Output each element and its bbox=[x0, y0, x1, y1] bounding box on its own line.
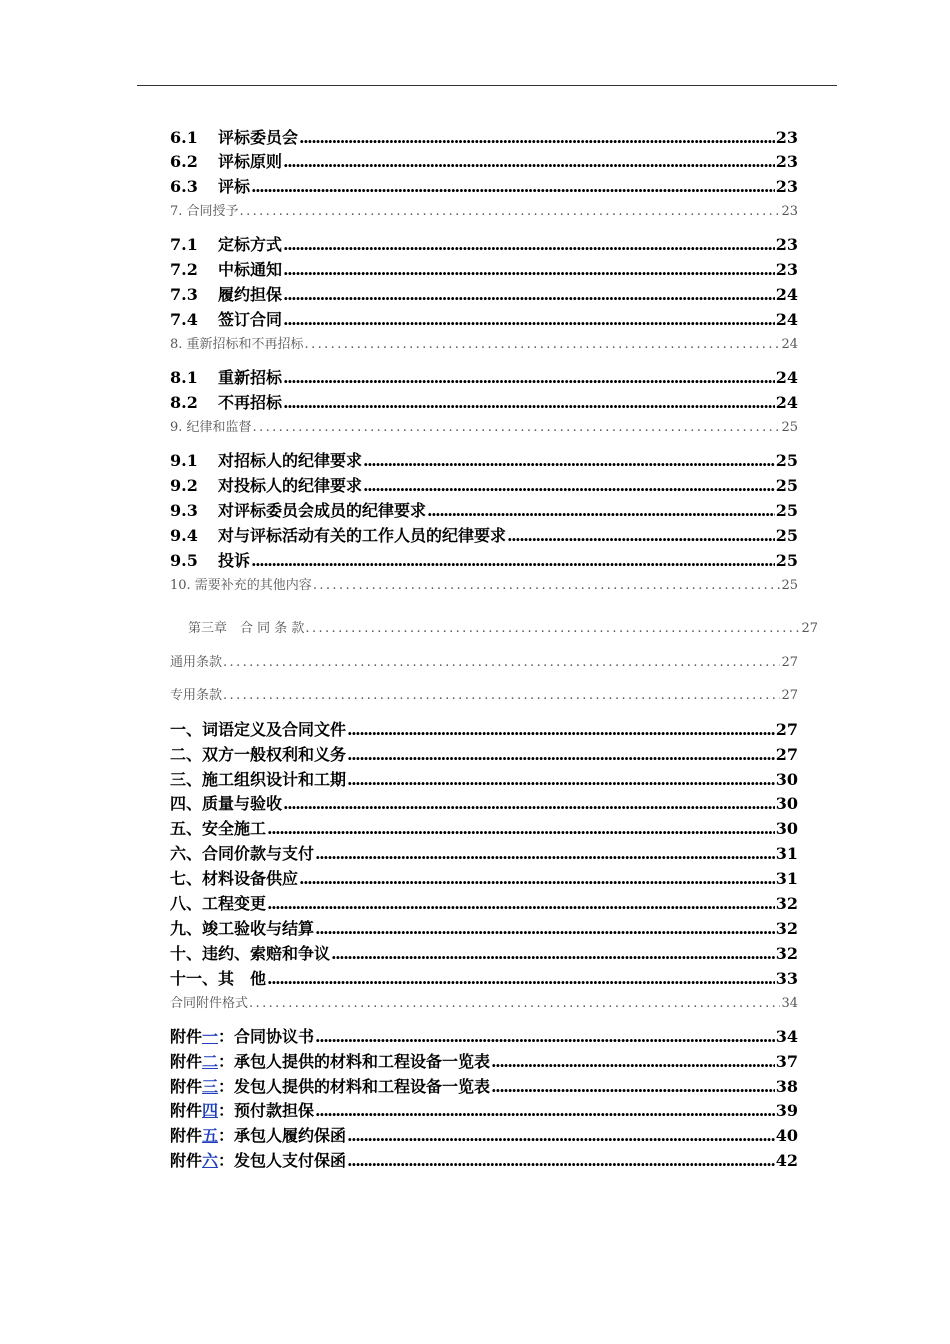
toc-entry-title bbox=[170, 150, 282, 174]
toc-entry[interactable] bbox=[170, 449, 798, 473]
toc-page-number: 37 bbox=[775, 1052, 798, 1071]
toc-entry-text: 五、安全施工 bbox=[170, 819, 267, 838]
toc-entry-text: 专用条款 bbox=[170, 688, 223, 703]
dot-leader bbox=[251, 175, 775, 199]
dot-leader bbox=[283, 233, 775, 257]
toc-entry[interactable] bbox=[170, 867, 798, 891]
dot-leader bbox=[267, 817, 775, 841]
toc-page-number: 27 bbox=[781, 688, 798, 703]
appendix-prefix: 附件 bbox=[170, 1101, 203, 1120]
toc-entry-title bbox=[170, 418, 252, 438]
toc-entry-title bbox=[170, 718, 346, 742]
appendix-number-link[interactable]: 四 bbox=[202, 1101, 219, 1120]
dot-leader bbox=[283, 366, 775, 390]
toc-entry-number: 6.3 bbox=[170, 177, 198, 196]
toc-entry[interactable] bbox=[170, 258, 798, 282]
toc-entry[interactable] bbox=[170, 892, 798, 916]
toc-entry-number: 7.1 bbox=[170, 235, 198, 254]
toc-page-number: 33 bbox=[775, 969, 798, 988]
dot-leader bbox=[315, 842, 775, 866]
dot-leader bbox=[305, 335, 781, 355]
toc-entry-text: 七、材料设备供应 bbox=[170, 869, 299, 888]
toc-entry[interactable] bbox=[170, 653, 798, 673]
toc-entry-text: 十、违约、索赔和争议 bbox=[170, 944, 331, 963]
toc-entry-text: 通用条款 bbox=[170, 655, 223, 670]
toc-entry[interactable] bbox=[170, 474, 798, 498]
toc-entry-title bbox=[170, 474, 362, 498]
appendix-prefix: 附件 bbox=[170, 1027, 203, 1046]
toc-entry-title bbox=[188, 619, 304, 639]
toc-entry-title bbox=[170, 686, 222, 706]
toc-entry[interactable] bbox=[170, 1124, 798, 1148]
toc-entry-title bbox=[170, 1050, 490, 1074]
toc-entry-text: ：承包人提供的材料和工程设备一览表 bbox=[218, 1052, 491, 1071]
toc-entry[interactable] bbox=[170, 1099, 798, 1123]
toc-entry[interactable] bbox=[170, 233, 798, 257]
toc-entry[interactable] bbox=[170, 175, 798, 199]
toc-entry[interactable] bbox=[170, 202, 798, 222]
toc-entry-text: 二、双方一般权利和义务 bbox=[170, 745, 347, 764]
toc-entry-text: 履约担保 bbox=[218, 285, 283, 304]
toc-entry-title bbox=[170, 391, 282, 415]
toc-page-number: 27 bbox=[801, 621, 818, 636]
dot-leader bbox=[223, 686, 780, 706]
toc-entry-text: 评标 bbox=[218, 177, 251, 196]
dot-leader bbox=[283, 792, 775, 816]
toc-entry-title bbox=[170, 308, 282, 332]
toc-page-number: 23 bbox=[775, 235, 798, 254]
toc-entry-title bbox=[170, 1099, 314, 1123]
toc-entry-title bbox=[170, 653, 222, 673]
toc-entry-text: 对招标人的纪律要求 bbox=[218, 451, 363, 470]
toc-entry-text: 对与评标活动有关的工作人员的纪律要求 bbox=[218, 526, 507, 545]
toc-entry-number: 9.3 bbox=[170, 501, 198, 520]
toc-entry-title bbox=[170, 892, 266, 916]
toc-page-number: 23 bbox=[781, 204, 798, 219]
toc-entry-number: 8.1 bbox=[170, 368, 198, 387]
dot-leader bbox=[251, 549, 775, 573]
toc-page-number: 27 bbox=[775, 720, 798, 739]
toc-page-number: 27 bbox=[775, 745, 798, 764]
toc-entry-number: 6.1 bbox=[170, 128, 198, 147]
dot-leader bbox=[313, 576, 781, 596]
toc-entry[interactable] bbox=[170, 917, 798, 941]
toc-entry[interactable] bbox=[170, 524, 798, 548]
dot-leader bbox=[283, 391, 775, 415]
toc-page-number: 25 bbox=[781, 420, 798, 435]
toc-page-number: 24 bbox=[775, 368, 798, 387]
toc-page-number: 40 bbox=[775, 1126, 798, 1145]
dot-leader bbox=[347, 1149, 775, 1173]
dot-leader bbox=[507, 524, 775, 548]
appendix-prefix: 附件 bbox=[170, 1126, 203, 1145]
dot-leader bbox=[283, 258, 775, 282]
toc-entry-text: 十一、其 他 bbox=[170, 969, 267, 988]
toc-entry-title bbox=[170, 792, 282, 816]
toc-entry-title bbox=[170, 175, 250, 199]
toc-entry-title bbox=[170, 449, 362, 473]
toc-entry[interactable] bbox=[170, 308, 798, 332]
appendix-prefix: 附件 bbox=[170, 1151, 203, 1170]
toc-entry[interactable] bbox=[170, 768, 798, 792]
toc-entry-text: ：合同协议书 bbox=[218, 1027, 315, 1046]
toc-entry-text: 不再招标 bbox=[218, 393, 283, 412]
toc-page-number: 32 bbox=[775, 894, 798, 913]
toc-page-number: 23 bbox=[775, 177, 798, 196]
toc-page-number: 23 bbox=[775, 128, 798, 147]
toc-entry-text: ：发包人支付保函 bbox=[218, 1151, 347, 1170]
toc-page-number: 27 bbox=[781, 655, 798, 670]
dot-leader bbox=[299, 867, 775, 891]
toc-page-number: 25 bbox=[775, 551, 798, 570]
toc-entry[interactable] bbox=[170, 1075, 798, 1099]
dot-leader bbox=[267, 967, 775, 991]
dot-leader bbox=[283, 308, 775, 332]
toc-entry-number: 9.4 bbox=[170, 526, 198, 545]
toc-entry[interactable] bbox=[170, 1025, 798, 1049]
toc-entry-title bbox=[170, 126, 298, 150]
toc-entry-title bbox=[170, 967, 266, 991]
toc-entry-title bbox=[170, 202, 239, 222]
toc-entry-title bbox=[170, 576, 312, 596]
toc-page-number: 25 bbox=[775, 451, 798, 470]
toc-entry-text: 对评标委员会成员的纪律要求 bbox=[218, 501, 427, 520]
toc-entry[interactable] bbox=[170, 842, 798, 866]
toc-entry-text: 合同附件格式 bbox=[170, 996, 249, 1011]
toc-page-number: 24 bbox=[775, 393, 798, 412]
dot-leader bbox=[347, 718, 775, 742]
dot-leader bbox=[299, 126, 775, 150]
appendix-number-link[interactable]: 五 bbox=[202, 1126, 219, 1145]
toc-entry-text: 中标通知 bbox=[218, 260, 283, 279]
toc-entry-title bbox=[170, 1075, 490, 1099]
toc-page-number: 30 bbox=[775, 794, 798, 813]
dot-leader bbox=[315, 1025, 775, 1049]
toc-entry-title bbox=[170, 335, 304, 355]
appendix-number-link[interactable]: 一 bbox=[202, 1027, 219, 1046]
toc-entry[interactable] bbox=[170, 126, 798, 150]
toc-entry[interactable] bbox=[170, 1149, 798, 1173]
toc-entry[interactable] bbox=[170, 549, 798, 573]
toc-entry-title bbox=[170, 366, 282, 390]
dot-leader bbox=[267, 892, 775, 916]
toc-entry-text: 7. 合同授予 bbox=[170, 204, 239, 219]
toc-entry-number: 6.2 bbox=[170, 152, 198, 171]
toc-entry-title bbox=[170, 817, 266, 841]
toc-page-number: 30 bbox=[775, 770, 798, 789]
toc-entry-text: 三、施工组织设计和工期 bbox=[170, 770, 347, 789]
toc-entry-title bbox=[170, 917, 314, 941]
toc-entry-title bbox=[170, 549, 250, 573]
toc-entry[interactable] bbox=[170, 335, 798, 355]
dot-leader bbox=[347, 768, 775, 792]
toc-page-number: 30 bbox=[775, 819, 798, 838]
toc-entry[interactable] bbox=[170, 283, 798, 307]
toc-entry-number: 7.4 bbox=[170, 310, 198, 329]
toc-entry-title bbox=[170, 743, 346, 767]
dot-leader bbox=[240, 202, 781, 222]
toc-entry-number: 7.2 bbox=[170, 260, 198, 279]
toc-entry-number: 9.1 bbox=[170, 451, 198, 470]
toc-entry[interactable] bbox=[170, 686, 798, 706]
toc-entry[interactable] bbox=[170, 418, 798, 438]
toc-entry-text: 10. 需要补充的其他内容 bbox=[170, 578, 312, 593]
toc-entry-text: 评标委员会 bbox=[218, 128, 299, 147]
dot-leader bbox=[347, 743, 775, 767]
toc-entry[interactable] bbox=[170, 1050, 798, 1074]
toc-entry[interactable] bbox=[170, 150, 798, 174]
toc-entry-text: ：发包人提供的材料和工程设备一览表 bbox=[218, 1077, 491, 1096]
dot-leader bbox=[331, 942, 775, 966]
toc-entry-text: 第三章 合 同 条 款 bbox=[188, 621, 305, 636]
toc-entry[interactable] bbox=[170, 817, 798, 841]
appendix-number-link[interactable]: 六 bbox=[202, 1151, 219, 1170]
dot-leader bbox=[363, 449, 775, 473]
dot-leader bbox=[315, 917, 775, 941]
toc-entry-title bbox=[170, 867, 298, 891]
toc-entry-text: 投诉 bbox=[218, 551, 251, 570]
toc-entry[interactable] bbox=[170, 792, 798, 816]
toc-entry[interactable] bbox=[170, 391, 798, 415]
toc-entry-title bbox=[170, 233, 282, 257]
toc-entry-text: ：承包人履约保函 bbox=[218, 1126, 347, 1145]
toc-entry[interactable] bbox=[170, 967, 798, 991]
toc-page-number: 25 bbox=[775, 476, 798, 495]
dot-leader bbox=[363, 474, 775, 498]
toc-page-number: 24 bbox=[781, 337, 798, 352]
toc-entry-title bbox=[170, 994, 248, 1014]
toc-entry-number: 8.2 bbox=[170, 393, 198, 412]
toc-page-number: 38 bbox=[775, 1077, 798, 1096]
toc-entry-text: 六、合同价款与支付 bbox=[170, 844, 315, 863]
toc-entry-text: 八、工程变更 bbox=[170, 894, 267, 913]
toc-entry-text: 评标原则 bbox=[218, 152, 283, 171]
toc-entry-text: 签订合同 bbox=[218, 310, 283, 329]
toc-entry-number: 7.3 bbox=[170, 285, 198, 304]
toc-entry-title bbox=[170, 499, 426, 523]
appendix-number-link[interactable]: 二 bbox=[202, 1052, 219, 1071]
toc-page-number: 25 bbox=[775, 501, 798, 520]
dot-leader bbox=[253, 418, 781, 438]
toc-page-number: 24 bbox=[775, 310, 798, 329]
dot-leader bbox=[305, 619, 800, 639]
toc-entry-number: 9.5 bbox=[170, 551, 198, 570]
toc-entry-text: 定标方式 bbox=[218, 235, 283, 254]
toc-entry-title bbox=[170, 524, 506, 548]
toc-entry-title bbox=[170, 258, 282, 282]
dot-leader bbox=[347, 1124, 775, 1148]
toc-entry[interactable] bbox=[170, 942, 798, 966]
toc-entry-title bbox=[170, 1124, 346, 1148]
appendix-prefix: 附件 bbox=[170, 1052, 203, 1071]
toc-page-number: 34 bbox=[781, 996, 798, 1011]
toc-entry[interactable] bbox=[170, 743, 798, 767]
toc-entry-title bbox=[170, 1025, 314, 1049]
toc-entry-text: 8. 重新招标和不再招标 bbox=[170, 337, 304, 352]
toc-entry-text: 九、竣工验收与结算 bbox=[170, 919, 315, 938]
dot-leader bbox=[427, 499, 775, 523]
toc-page-number: 32 bbox=[775, 944, 798, 963]
dot-leader bbox=[491, 1075, 775, 1099]
toc-entry-title bbox=[170, 942, 330, 966]
toc-entry-title bbox=[170, 283, 282, 307]
toc-page-number: 23 bbox=[775, 152, 798, 171]
dot-leader bbox=[491, 1050, 775, 1074]
toc-entry[interactable] bbox=[170, 366, 798, 390]
toc-page-number: 25 bbox=[781, 578, 798, 593]
toc-page-number: 34 bbox=[775, 1027, 798, 1046]
toc-page-number: 32 bbox=[775, 919, 798, 938]
dot-leader bbox=[283, 150, 775, 174]
toc-entry[interactable] bbox=[170, 994, 798, 1014]
toc-entry-title bbox=[170, 768, 346, 792]
toc-entry[interactable] bbox=[188, 619, 818, 639]
dot-leader bbox=[223, 653, 780, 673]
toc-page-number: 39 bbox=[775, 1101, 798, 1120]
toc-page-number: 31 bbox=[775, 844, 798, 863]
toc-entry[interactable] bbox=[170, 718, 798, 742]
toc-page-number: 23 bbox=[775, 260, 798, 279]
toc-page-number: 24 bbox=[775, 285, 798, 304]
appendix-prefix: 附件 bbox=[170, 1077, 203, 1096]
toc-entry-title bbox=[170, 842, 314, 866]
toc-page-number: 42 bbox=[775, 1151, 798, 1170]
toc-entry-text: 9. 纪律和监督 bbox=[170, 420, 252, 435]
toc-entry-text: 一、词语定义及合同文件 bbox=[170, 720, 347, 739]
toc-entry-text: 重新招标 bbox=[218, 368, 283, 387]
toc-page-number: 25 bbox=[775, 526, 798, 545]
toc-entry[interactable] bbox=[170, 576, 798, 596]
toc-entry-text: ：预付款担保 bbox=[218, 1101, 315, 1120]
toc-entry-text: 对投标人的纪律要求 bbox=[218, 476, 363, 495]
toc-entry-number: 9.2 bbox=[170, 476, 198, 495]
toc-entry-title bbox=[170, 1149, 346, 1173]
dot-leader bbox=[315, 1099, 775, 1123]
dot-leader bbox=[283, 283, 775, 307]
dot-leader bbox=[249, 994, 780, 1014]
toc-page-number: 31 bbox=[775, 869, 798, 888]
toc-entry[interactable] bbox=[170, 499, 798, 523]
toc-entry-text: 四、质量与验收 bbox=[170, 794, 283, 813]
appendix-number-link[interactable]: 三 bbox=[202, 1077, 219, 1096]
